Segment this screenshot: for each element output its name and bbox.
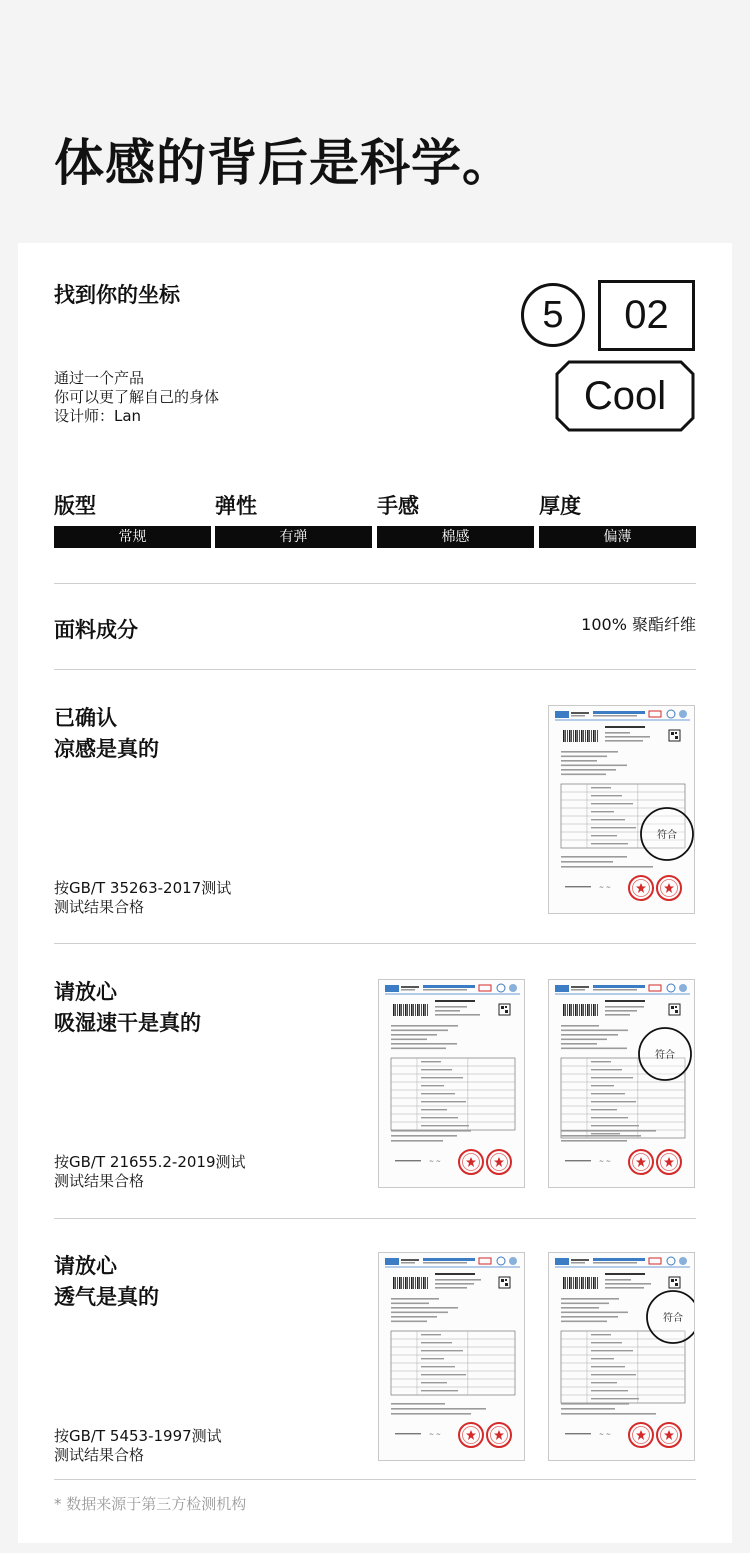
cooling-test-report-image bbox=[548, 705, 695, 914]
quick-dry-test-standard bbox=[54, 1153, 246, 1191]
attribute-thickness bbox=[539, 490, 696, 548]
fabric-composition-label: 面料成分 bbox=[54, 618, 138, 642]
circle-number-badge: 5 bbox=[521, 283, 585, 347]
standard-line: 测试结果合格 bbox=[54, 898, 145, 916]
attribute-value-bar: 偏薄 bbox=[539, 526, 696, 548]
attribute-value-bar: 常规 bbox=[54, 526, 211, 548]
quick-dry-test-report-image bbox=[378, 979, 525, 1188]
attribute-value-bar: 棉感 bbox=[377, 526, 534, 548]
cool-badge-label: Cool bbox=[583, 373, 667, 418]
section-title-line: 请放心 bbox=[54, 1254, 117, 1278]
square-number-badge: 02 bbox=[598, 280, 695, 351]
attribute-label: 手感 bbox=[377, 494, 419, 518]
section-title-line: 吸湿速干是真的 bbox=[54, 1011, 201, 1035]
quick-dry-section-title bbox=[54, 977, 201, 1039]
quick-dry-test-report-image bbox=[548, 979, 695, 1188]
breathability-test-report-image bbox=[378, 1252, 525, 1461]
section-title-line: 请放心 bbox=[54, 980, 117, 1004]
breathability-section-title bbox=[54, 1251, 159, 1313]
page-headline: 体感的背后是科学。 bbox=[54, 134, 513, 192]
svg-text:~ ~: ~ ~ bbox=[599, 1431, 611, 1438]
standard-line: 测试结果合格 bbox=[54, 1446, 145, 1464]
stamp-text: 符合 bbox=[657, 830, 677, 841]
divider bbox=[54, 669, 696, 670]
attribute-fit bbox=[54, 490, 211, 548]
breathability-test-report-image bbox=[548, 1252, 695, 1461]
attribute-value-bar: 有弹 bbox=[215, 526, 372, 548]
section-title-line: 已确认 bbox=[54, 706, 117, 730]
fabric-composition-value: 100% 聚酯纤维 bbox=[581, 615, 696, 634]
description-line: 你可以更了解自己的身体 bbox=[54, 388, 220, 406]
section-title-line: 透气是真的 bbox=[54, 1285, 159, 1309]
attribute-elasticity bbox=[215, 490, 372, 548]
svg-text:~ ~: ~ ~ bbox=[429, 1431, 441, 1438]
divider bbox=[54, 1218, 696, 1219]
section-title-line: 凉感是真的 bbox=[54, 737, 159, 761]
find-coordinates-title: 找到你的坐标 bbox=[54, 283, 180, 307]
standard-line: 按GB/T 35263-2017测试 bbox=[54, 879, 232, 897]
divider bbox=[54, 943, 696, 944]
stamp-text: 符合 bbox=[663, 1313, 683, 1324]
divider bbox=[54, 583, 696, 584]
svg-text:~ ~: ~ ~ bbox=[599, 1158, 611, 1165]
attribute-label: 弹性 bbox=[215, 494, 257, 518]
stamp-text: 符合 bbox=[655, 1050, 675, 1061]
svg-text:~ ~: ~ ~ bbox=[429, 1158, 441, 1165]
data-source-footnote: * 数据来源于第三方检测机构 bbox=[54, 1495, 247, 1513]
description-line: 通过一个产品 bbox=[54, 369, 145, 387]
standard-line: 按GB/T 21655.2-2019测试 bbox=[54, 1153, 246, 1171]
description-line: 设计师：Lan bbox=[54, 407, 142, 425]
breathability-test-standard bbox=[54, 1427, 222, 1465]
attribute-hand-feel bbox=[377, 490, 534, 548]
info-card bbox=[18, 243, 732, 1543]
standard-line: 测试结果合格 bbox=[54, 1172, 145, 1190]
cooling-test-standard bbox=[54, 879, 231, 917]
cool-badge bbox=[555, 360, 695, 432]
svg-text:~ ~: ~ ~ bbox=[599, 884, 611, 891]
standard-line: 按GB/T 5453-1997测试 bbox=[54, 1427, 222, 1445]
divider bbox=[54, 1479, 696, 1480]
attribute-label: 厚度 bbox=[539, 494, 581, 518]
cooling-section-title bbox=[54, 703, 159, 765]
attribute-label: 版型 bbox=[54, 494, 96, 518]
product-description bbox=[54, 369, 219, 426]
